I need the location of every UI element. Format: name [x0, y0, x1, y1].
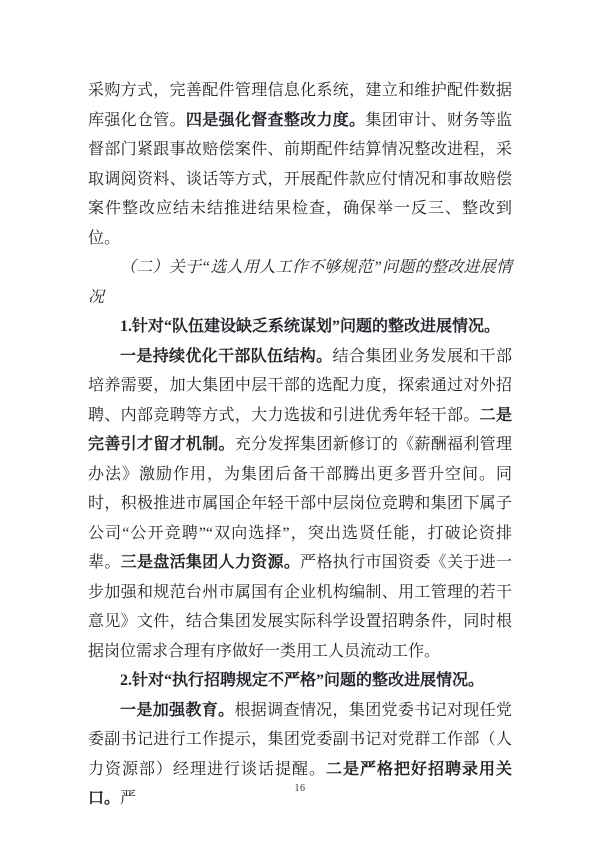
emphasis-run: 1.针对“队伍建设缺乏系统谋划”问题的整改进展情况。 — [120, 318, 501, 335]
text-run: 根据调查情况，集团党委书记对现任党委副书记进行工作提示，集团党委副书记对党群工作部（人力资源部）经理进行谈话提醒。 — [88, 701, 512, 778]
text-run: 集团审计、财务等监督部门紧跟事故赔偿案件、前期配件结算情况整改进程，采取调阅资料、谈话等方式，开展配件款应付情况和事故赔偿案件整改应结未结推进结果检查，确保举一反三、整改到位。 — [88, 111, 512, 247]
emphasis-run: 二是完善引才留才机制。 — [88, 406, 512, 453]
document-body — [88, 76, 512, 814]
section-heading — [88, 253, 512, 312]
text-run: 严 — [120, 790, 137, 807]
text-run: 采购方式，完善配件管理信息化系统，建立和维护配件数据库强化仓管。 — [88, 82, 512, 129]
text-run: （二）关于“选人用人工作不够规范”问题的整改进展情况 — [88, 259, 512, 306]
subsection-heading — [88, 666, 512, 696]
paragraph-continuation — [88, 76, 512, 253]
emphasis-run: 2.针对“执行招聘规定不严格”问题的整改进展情况。 — [120, 672, 485, 689]
paragraph — [88, 342, 512, 667]
page-number: 16 — [294, 783, 306, 794]
paragraph — [88, 696, 512, 814]
subsection-heading — [88, 312, 512, 342]
emphasis-run: 一是加强教育。 — [120, 701, 235, 719]
emphasis-run: 一是持续优化干部队伍结构。 — [120, 347, 333, 365]
emphasis-run: 四是强化督查整改力度。 — [185, 111, 366, 129]
text-run: 充分发挥集团新修订的《薪酬福利管理办法》激励作用，为集团后备干部腾出更多晋升空间。同时，积极推进市属国企年轻干部中层岗位竞聘和集团下属子公司“公开竞聘”“双向选择”，突出选贤任能，打破论资排辈。 — [88, 436, 512, 571]
emphasis-run: 三是盘活集团人力资源。 — [120, 554, 301, 571]
text-run: 结合集团业务发展和干部培养需要，加大集团中层干部的选配力度，探索通过对外招聘、内部竞聘等方式，大力选拔和引进优秀年轻干部。 — [88, 347, 512, 424]
text-run: 严格执行市国资委《关于进一步加强和规范台州市属国有企业机构编制、用工管理的若干意见》文件，结合集团发展实际科学设置招聘条件，同时根据岗位需求合理有序做好一类用工人员流动工作。 — [88, 554, 512, 660]
emphasis-run: 二是严格把好招聘录用关口。 — [88, 760, 512, 807]
